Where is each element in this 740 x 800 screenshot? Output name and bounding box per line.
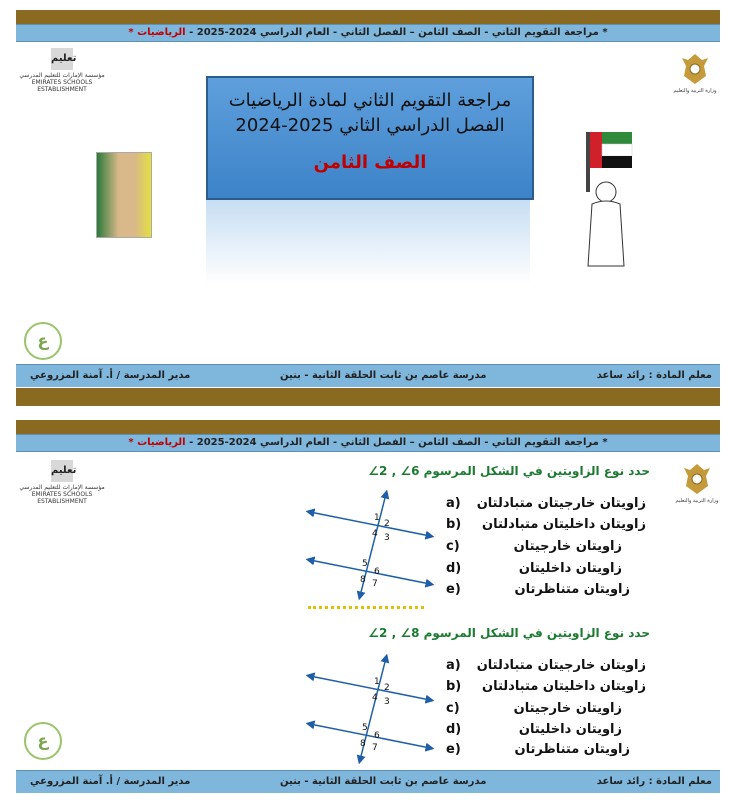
option-text: زاويتان خارجيتان (513, 701, 622, 716)
header-subject: الرياضيات * (128, 27, 186, 38)
uae-emblem-icon (682, 462, 712, 496)
cover-title-box (206, 76, 534, 200)
footer-bar (16, 770, 720, 793)
bottom-strip (16, 388, 720, 406)
taleem-logo-ar: مؤسسة الإمارات للتعليم المدرسي (19, 484, 105, 491)
header-text: * مراجعة التقويم الثاني - الصف الثامن – الفصل الثاني - العام الدراسي 2024-2025 - (189, 27, 608, 38)
option-letter: b) (446, 517, 462, 532)
fig1-label-3: 3 (384, 533, 390, 543)
footer-school: مدرسة عاصم بن ثابت الحلقة الثانية - بنين (280, 370, 487, 381)
taleem-logo-en: EMIRATES SCHOOLS ESTABLISHMENT (31, 491, 93, 505)
option-text: زاويتان داخليتان (518, 722, 622, 737)
fig1-label-7: 7 (372, 579, 378, 589)
uae-emblem-icon (680, 52, 710, 86)
flag-boy-illustration (574, 130, 634, 270)
fig1-label-5: 5 (362, 559, 368, 569)
fig1-label-6: 6 (374, 567, 380, 577)
option-text: زاويتان متناظرتان (514, 582, 630, 597)
option-letter: d) (446, 561, 462, 576)
option-letter: a) (446, 658, 461, 673)
fig2-label-8: 8 (360, 739, 366, 749)
top-strip (16, 420, 720, 434)
taleem-logo-ar: مؤسسة الإمارات للتعليم المدرسي (19, 72, 105, 79)
fig2-label-5: 5 (362, 723, 368, 733)
footer-teacher: معلم المادة : رائد ساعد (596, 776, 712, 787)
fig2-label-2: 2 (384, 683, 390, 693)
cover-title-line1: مراجعة التقويم الثاني لمادة الرياضيات (228, 90, 512, 111)
cover-slide (16, 10, 720, 406)
fig1-label-4: 4 (372, 529, 378, 539)
footer-teacher: معلم المادة : رائد ساعد (596, 370, 712, 381)
parallel-lines-figure-2 (306, 654, 436, 764)
taleem-logo-mark: تعليم (51, 460, 73, 482)
taleem-logo (16, 460, 108, 505)
header-bar (16, 434, 720, 452)
option-letter: e) (446, 742, 461, 757)
option-text: زاويتان خارجيتان (513, 539, 622, 554)
questions-slide (16, 418, 720, 800)
ain-logo: ع (24, 322, 62, 360)
dotted-line (308, 606, 424, 609)
cover-title-line2: الفصل الدراسي الثاني 2025-2024 (235, 115, 505, 136)
question-2-prompt: حدد نوع الزاويتين في الشكل المرسوم 8∠ , 2∠ (368, 626, 650, 640)
fig2-label-3: 3 (384, 697, 390, 707)
moe-caption: وزارة التربية والتعليم (673, 88, 717, 94)
taleem-logo-en: EMIRATES SCHOOLS ESTABLISHMENT (31, 79, 93, 93)
footer-school: مدرسة عاصم بن ثابت الحلقة الثانية - بنين (280, 776, 487, 787)
option-text: زاويتان داخليتان متبادلتان (481, 679, 646, 694)
footer-principal: مدير المدرسة / أ. آمنة المزروعي (30, 370, 191, 381)
student-illustration (96, 152, 152, 238)
fig1-label-2: 2 (384, 519, 390, 529)
header-text: * مراجعة التقويم الثاني - الصف الثامن – الفصل الثاني - العام الدراسي 2024-2025 - (189, 437, 608, 448)
option-text: زاويتان داخليتان (518, 561, 622, 576)
fig1-label-1: 1 (374, 513, 380, 523)
top-strip (16, 10, 720, 24)
fig2-label-6: 6 (374, 731, 380, 741)
question-1-prompt: حدد نوع الزاويتين في الشكل المرسوم 6∠ , 2∠ (368, 464, 650, 478)
fig2-label-7: 7 (372, 743, 378, 753)
header-subject: الرياضيات * (128, 437, 186, 448)
option-text: زاويتان خارجيتان متبادلتان (476, 658, 646, 673)
option-letter: d) (446, 722, 462, 737)
taleem-logo (16, 48, 108, 93)
option-letter: c) (446, 539, 460, 554)
cover-grade: الصف الثامن (313, 152, 427, 173)
fig1-label-8: 8 (360, 575, 366, 585)
ain-logo: ع (24, 722, 62, 760)
footer-bar (16, 364, 720, 387)
taleem-logo-mark: تعليم (51, 48, 73, 70)
fig2-label-4: 4 (372, 693, 378, 703)
option-letter: a) (446, 496, 461, 511)
header-bar (16, 24, 720, 42)
footer-principal: مدير المدرسة / أ. آمنة المزروعي (30, 776, 191, 787)
option-letter: e) (446, 582, 461, 597)
title-reflection (206, 200, 530, 284)
option-text: زاويتان متناظرتان (514, 742, 630, 757)
option-text: زاويتان داخليتان متبادلتان (481, 517, 646, 532)
fig2-label-1: 1 (374, 677, 380, 687)
option-letter: c) (446, 701, 460, 716)
parallel-lines-figure-1 (306, 490, 436, 600)
moe-caption: وزارة التربية والتعليم (675, 498, 719, 504)
option-letter: b) (446, 679, 462, 694)
option-text: زاويتان خارجيتان متبادلتان (476, 496, 646, 511)
